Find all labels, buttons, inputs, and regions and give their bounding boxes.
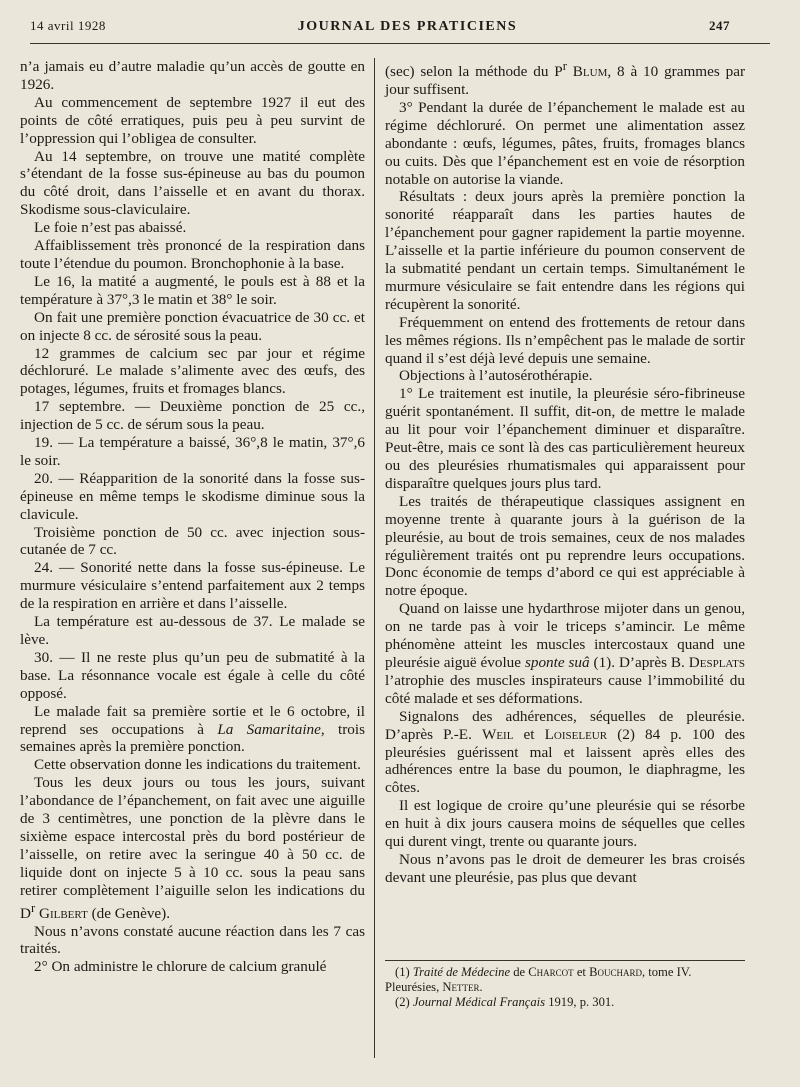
journal-title: JOURNAL DES PRATICIENS bbox=[297, 19, 518, 34]
text-run: Le malade fait sa première sortie et le 6 octobre, il reprend ses occupations à bbox=[20, 702, 365, 738]
paragraph: Au commencement de septembre 1927 il eut des points de côté erratiques, puis peu à peu survint de l’oppression qui l’obligea de consulter. bbox=[20, 93, 365, 147]
paragraph bbox=[385, 58, 745, 99]
left-column bbox=[20, 58, 365, 976]
paragraph: 12 grammes de calcium sec par jour et régime déchloruré. Le malade s’alimente avec des œufs, des potages, légumes, fruits et fromages blancs. bbox=[20, 344, 365, 398]
paragraph: Le foie n’est pas abaissé. bbox=[34, 219, 187, 237]
paragraph: Troisième ponction de 50 cc. avec injection sous-cutanée de 7 cc. bbox=[20, 523, 365, 559]
book-title: Traité de Médecine bbox=[412, 965, 511, 979]
paragraph: 1° Le traitement est inutile, la pleurésie séro-fibrineuse guérit spontanément. Il suffit, dit-on, de mettre le malade au lit pour voir l’épanchement diminuer et disparaître. Peut-être, mais ce sont là des cas particulièrement heureux ou des pleurésies rhumatismales qui apparaissent pour disparaître quelques jours plus tard. bbox=[385, 385, 745, 492]
paragraph: 2° On administre le chlorure de calcium granulé bbox=[34, 958, 327, 976]
paragraph: 20. — Réapparition de la sonorité dans la fosse sus-épineuse en même temps le skodisme diminue sous la clavicule. bbox=[20, 469, 365, 523]
right-column bbox=[385, 58, 745, 887]
footnote bbox=[385, 995, 745, 1010]
paragraph: 19. — La température a baissé, 36°,8 le matin, 37°,6 le soir. bbox=[20, 434, 365, 469]
author-name: Weil bbox=[482, 725, 514, 743]
footnote-number: (1) bbox=[395, 965, 413, 979]
paragraph: Fréquemment on entend des frottements de retour dans les mêmes régions. Ils n’empêchent pas le malade de sortir quand il s’est déjà levé depuis une semaine. bbox=[385, 313, 745, 367]
footnote bbox=[385, 965, 745, 995]
author-name: Charcot bbox=[528, 965, 574, 979]
text-run: 1919, p. 301. bbox=[545, 995, 615, 1009]
header-rule bbox=[30, 43, 770, 44]
text-run: , trois semaines après la première ponction. bbox=[20, 720, 365, 756]
text-run: l’atrophie des muscles inspirateurs cause l’immobilité du côté malade et ses déformations. bbox=[385, 671, 745, 707]
text-run: et bbox=[573, 965, 590, 979]
paragraph: Nous n’avons constaté aucune réaction dans les 7 cas traités. bbox=[20, 922, 365, 958]
column-divider bbox=[374, 58, 375, 1058]
author-name: Loiseleur bbox=[544, 725, 608, 743]
text-run: de bbox=[510, 965, 529, 979]
text-run: Tous les deux jours ou tous les jours, suivant l’abondance de l’épanchement, on fait avec une aiguille de 3 centimètres, une ponction de la plèvre dans le sixième espace intercostal près du bord postérieur de l’aisselle, on retire avec la seringue 40 à 50 cc. de liquide dont on injecte 5 à 10 cc. sous la peau sans retirer complètement l’aiguille selon les indications du D bbox=[20, 774, 365, 922]
author-name: Gilbert bbox=[38, 904, 88, 922]
author-name: Desplats bbox=[688, 653, 745, 671]
footnote-number: (2) bbox=[395, 995, 413, 1009]
paragraph bbox=[385, 708, 745, 798]
paragraph bbox=[385, 600, 745, 707]
paragraph bbox=[20, 703, 365, 757]
title-superscript: r bbox=[30, 900, 36, 915]
text-run: Quand on laisse une hydarthrose mijoter dans un genou, on ne tarde pas à voir le triceps s’amincir. Le même phénomène atteint les muscles intercostaux quand une pleurésie aiguë évolue bbox=[385, 600, 745, 671]
author-name: Netter bbox=[442, 980, 480, 994]
paragraph: Au 14 septembre, on trouve une matité complète s’étendant de la fosse sus-épineuse au bas du poumon du côté droit, dans l’aisselle et en avant du thorax. Skodisme sous-claviculaire. bbox=[20, 147, 365, 219]
footnotes bbox=[385, 960, 745, 1010]
paragraph: 17 septembre. — Deuxième ponction de 25 cc., injection de 5 cc. de sérum sous la peau. bbox=[20, 398, 365, 434]
text-run: Signalons des adhérences, séquelles de pleurésie. D’après P.-E. bbox=[385, 707, 745, 743]
paragraph: Affaiblissement très prononcé de la respiration dans toute l’étendue du poumon. Bronchophonie à la base. bbox=[20, 237, 365, 272]
paragraph: Les traités de thérapeutique classiques assignent en moyenne trente à quarante jours à la guérison de la pleurésie, au bout de trois semaines, ceux de nos malades régulièrement traités ont pu reprendre leurs occupations. Donc économie de temps d’abord ce qui est appréciable à notre époque. bbox=[385, 492, 745, 600]
paragraph: Cette observation donne les indications du traitement. bbox=[34, 756, 361, 774]
place-name: La Samaritaine bbox=[217, 720, 321, 738]
paragraph: 30. — Il ne reste plus qu’un peu de submatité à la base. La résonnance vocale est égale à celle du côté opposé. bbox=[20, 648, 365, 702]
paragraph: 24. — Sonorité nette dans la fosse sus-épineuse. Le murmure vésiculaire s’entend parfaitement aux 2 temps de la respiration en arrière et dans l’aisselle. bbox=[20, 559, 365, 613]
running-header bbox=[30, 18, 730, 40]
text-run: . bbox=[479, 980, 483, 994]
text-run: (sec) selon la méthode du P bbox=[385, 63, 563, 81]
paragraph: 3° Pendant la durée de l’épanchement le malade est au régime déchloruré. On permet une alimentation assez abondante : œufs, légumes, pâtes, fruits, fromages blancs ou cuits. Dès que l’épanchement est en voie de résorption notable on autorise la viande. bbox=[385, 98, 745, 188]
title-superscript: r bbox=[562, 59, 567, 73]
issue-date: 14 avril 1928 bbox=[30, 18, 106, 33]
author-name: Blum bbox=[572, 63, 608, 81]
text-run: (2) 84 p. 100 des pleurésies guérissent mal et laissent après elles des adhérences entre la base du poumon, le diaphragme, les côtes. bbox=[385, 725, 745, 797]
text-run: et bbox=[513, 725, 545, 743]
paragraph: Résultats : deux jours après la première ponction la sonorité réapparaît dans les parties hautes de l’épanchement pour gagner rapidement la partie moyenne. L’aisselle et la partie inférieure du poumon conservent de la submatité pendant un certain temps. Simultanément le murmure vésiculaire se fait entendre dans les régions qui récupèrent la sonorité. bbox=[385, 188, 745, 313]
text-run: (de Genève). bbox=[87, 904, 171, 922]
text-run: (1). D’après B. bbox=[589, 653, 689, 671]
text-run: , tome IV. Pleurésies, bbox=[385, 965, 692, 994]
journal-name: Journal Médical Français bbox=[412, 995, 546, 1009]
paragraph: Le 16, la matité a augmenté, le pouls est à 88 et la température à 37°,3 le matin et 38° le soir. bbox=[20, 272, 365, 308]
text-run: , 8 à 10 grammes par jour suffisent. bbox=[385, 63, 746, 98]
latin-phrase: sponte suâ bbox=[524, 653, 590, 671]
paragraph bbox=[20, 774, 365, 922]
paragraph: n’a jamais eu d’autre maladie qu’un accès de goutte en 1926. bbox=[20, 58, 365, 93]
paragraph: La température est au-dessous de 37. Le malade se lève. bbox=[20, 613, 365, 648]
paragraph: Il est logique de croire qu’une pleurésie qui se résorbe en huit à dix jours causera moins de séquelles que celles qui durent vingt, trente ou quarante jours. bbox=[385, 797, 745, 851]
paragraph: Nous n’avons pas le droit de demeurer les bras croisés devant une pleurésie, pas plus que devant bbox=[385, 850, 745, 886]
page-number: 247 bbox=[709, 18, 730, 33]
section-heading: Objections à l’autosérothérapie. bbox=[399, 367, 593, 385]
author-name: Bouchard bbox=[589, 965, 642, 979]
paragraph: On fait une première ponction évacuatrice de 30 cc. et on injecte 8 cc. de sérosité sous la peau. bbox=[20, 308, 365, 344]
